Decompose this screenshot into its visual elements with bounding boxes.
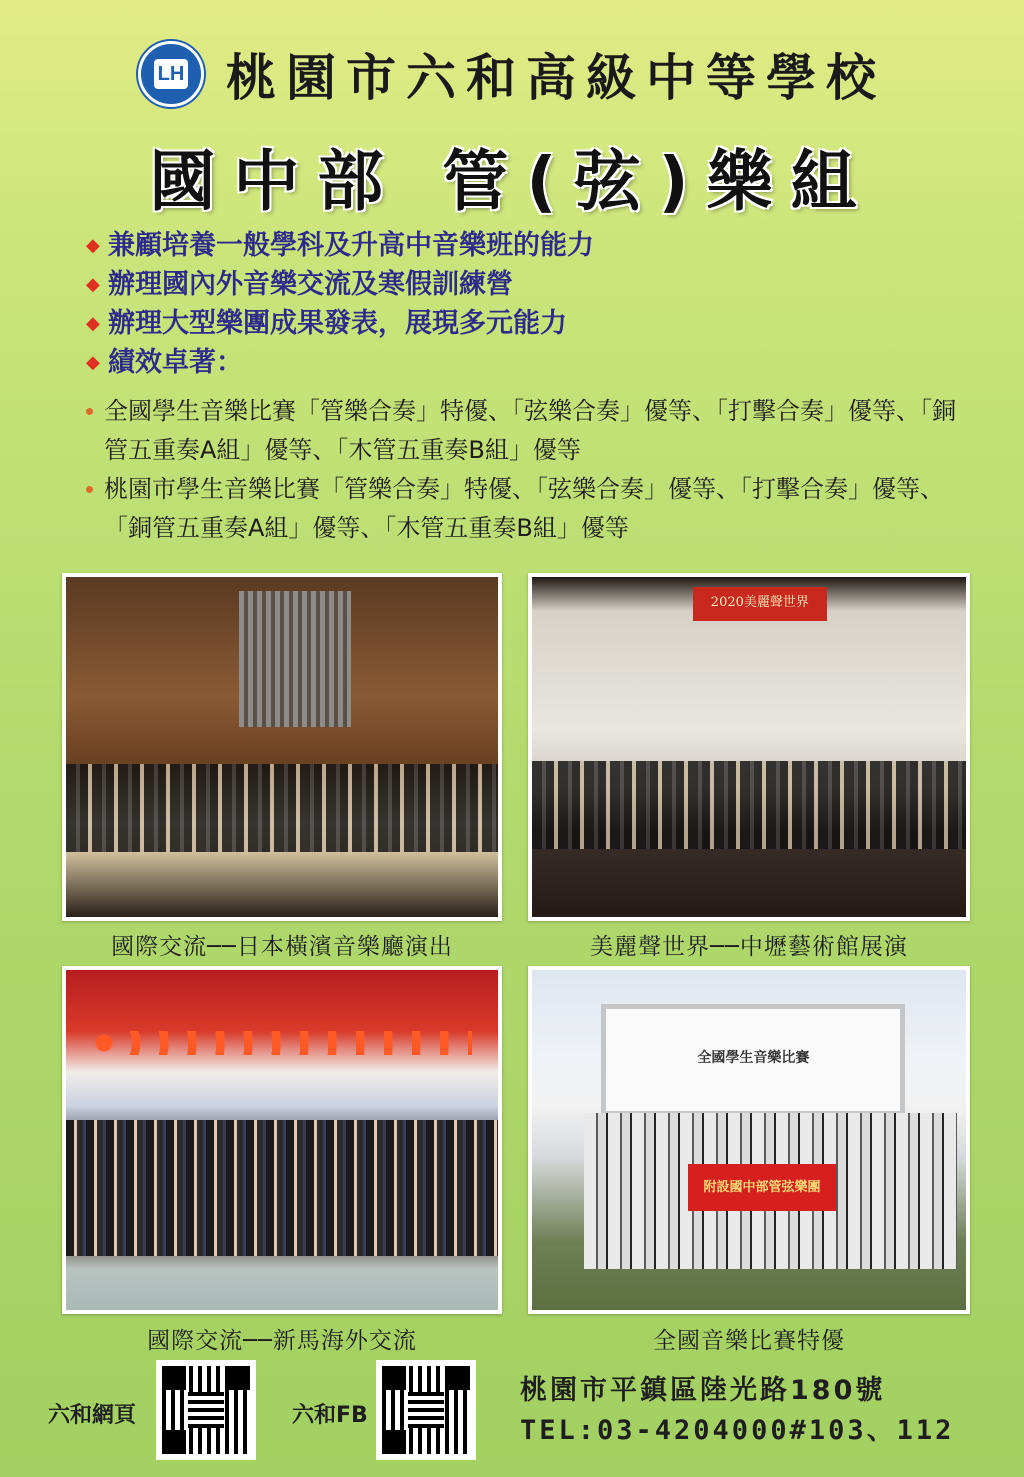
school-telephone: TEL:03-4204000#103、112 xyxy=(520,1415,955,1446)
facebook-qr-code[interactable] xyxy=(376,1360,476,1460)
award-item xyxy=(82,392,972,470)
award-text: 全國學生音樂比賽「管樂合奏」特優、「弦樂合奏」優等、「打擊合奏」優等、「銅管五重奏A組」優等、「木管五重奏B組」優等 xyxy=(104,397,956,464)
competition-backdrop xyxy=(601,1004,905,1116)
school-address: 桃園市平鎮區陸光路180號 xyxy=(520,1375,886,1406)
photo-zhongli-performance xyxy=(528,573,970,921)
diamond-icon: ◆ xyxy=(86,235,100,256)
diamond-icon: ◆ xyxy=(86,352,100,373)
feature-item xyxy=(86,265,966,304)
award-list xyxy=(82,392,972,548)
feature-item xyxy=(86,304,966,343)
school-logo-text: LH xyxy=(154,59,188,89)
bullet-dot-icon xyxy=(86,408,93,415)
team-flag xyxy=(688,1164,836,1212)
photo-national-competition xyxy=(528,966,970,1314)
red-lanterns xyxy=(92,1031,472,1055)
caption-malaysia: 國際交流──新馬海外交流 xyxy=(147,1328,417,1354)
band-performers xyxy=(532,761,966,849)
website-label: 六和網頁 xyxy=(48,1403,137,1428)
feature-text: 辦理大型樂團成果發表，展現多元能力 xyxy=(108,308,567,339)
feature-text: 辦理國內外音樂交流及寒假訓練營 xyxy=(108,269,513,300)
stage-banner-text: 2020美麗聲世界 xyxy=(710,595,809,611)
caption-zhongli: 美麗聲世界──中壢藝術館展演 xyxy=(590,934,908,960)
caption-yokohama: 國際交流──日本橫濱音樂廳演出 xyxy=(111,934,453,960)
team-flag-text: 附設國中部管弦樂團 xyxy=(703,1179,821,1195)
qr-pattern xyxy=(162,1366,250,1454)
facebook-label: 六和FB xyxy=(292,1403,368,1428)
feature-text: 績效卓著： xyxy=(108,347,243,378)
feature-item xyxy=(86,343,966,382)
header xyxy=(0,38,1024,110)
group-crowd xyxy=(66,1120,498,1256)
orchestra-performers xyxy=(66,764,498,852)
caption-national: 全國音樂比賽特優 xyxy=(653,1328,845,1354)
website-qr-code[interactable] xyxy=(156,1360,256,1460)
feature-text: 兼顧培養一般學科及升高中音樂班的能力 xyxy=(108,230,594,261)
school-name: 桃園市六和高級中等學校 xyxy=(226,48,886,107)
backdrop-text: 全國學生音樂比賽 xyxy=(697,1050,810,1066)
photo-malaysia-exchange xyxy=(62,966,502,1314)
award-item xyxy=(82,470,972,548)
feature-item xyxy=(86,226,966,265)
qr-pattern xyxy=(382,1366,470,1454)
bullet-dot-icon xyxy=(86,486,93,493)
pipe-organ xyxy=(239,591,351,727)
award-text: 桃園市學生音樂比賽「管樂合奏」特優、「弦樂合奏」優等、「打擊合奏」優等、「銅管五重奏A組」優等、「木管五重奏B組」優等 xyxy=(104,475,944,542)
diamond-icon: ◆ xyxy=(86,274,100,295)
department-title: 國中部 管(弦)樂組 xyxy=(149,143,875,220)
school-logo xyxy=(138,41,204,107)
diamond-icon: ◆ xyxy=(86,313,100,334)
feature-list xyxy=(86,226,966,382)
photo-yokohama-concert xyxy=(62,573,502,921)
stage-banner xyxy=(693,587,828,621)
